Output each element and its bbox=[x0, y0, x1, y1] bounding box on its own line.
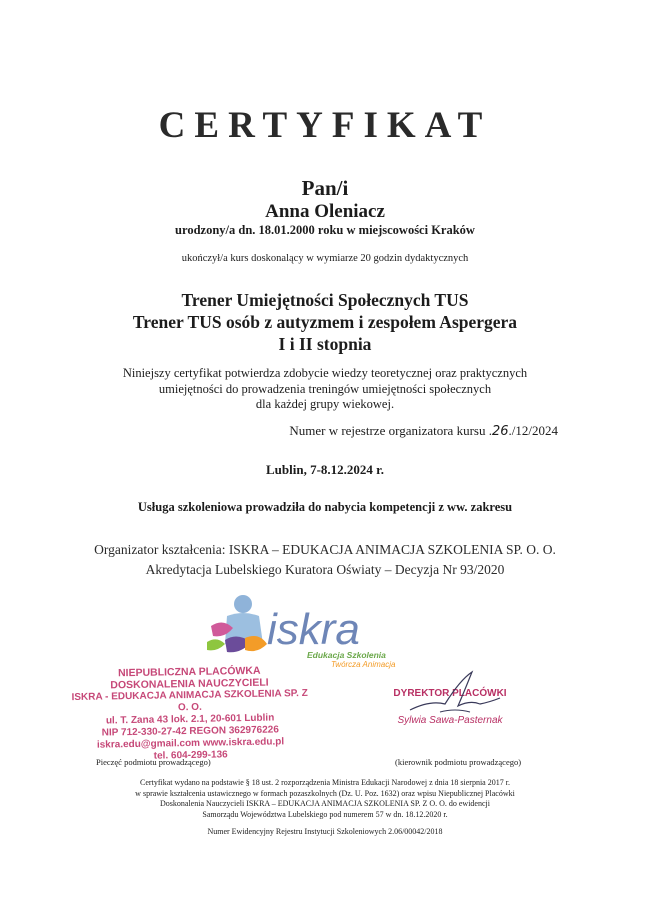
birth-line: urodzony/a dn. 18.01.2000 roku w miejscowości Kraków bbox=[175, 223, 475, 237]
description-line-3: dla każdej grupy wiekowej. bbox=[255, 397, 395, 411]
organizer-block bbox=[0, 540, 650, 580]
registry-number bbox=[289, 423, 558, 439]
service-statement: Usługa szkoleniowa prowadziła do nabycia kompetencji z ww. zakresu bbox=[137, 500, 513, 514]
handwritten-signature bbox=[400, 670, 510, 720]
stamp-line-6: iskra.edu@gmail.com www.iskra.edu.pl bbox=[96, 736, 285, 751]
director-signature-block bbox=[380, 688, 520, 726]
certificate-description bbox=[0, 366, 650, 413]
director-name: Sylwia Sawa-Pasternak bbox=[397, 715, 503, 726]
registry-handwritten-number: 26 bbox=[491, 424, 509, 439]
legal-line-4: Samorządu Województwa Lubelskiego pod numerem 57 w dn. 18.12.2020 r. bbox=[202, 809, 448, 819]
salutation: Pan/i bbox=[301, 176, 349, 200]
stamp-line-5: NIP 712-330-27-42 REGON 362976226 bbox=[101, 724, 279, 739]
accreditation-line: Akredytacja Lubelskiego Kuratora Oświaty – Decyzja Nr 93/2020 bbox=[145, 562, 505, 577]
logo-tagline-1: Edukacja Szkolenia bbox=[307, 650, 386, 660]
signature-stroke bbox=[410, 672, 500, 710]
signature-caption: (kierownik podmiotu prowadzącego) bbox=[395, 757, 522, 767]
stamp-line-1: NIEPUBLICZNA PLACÓWKA bbox=[117, 664, 261, 680]
course-title-line-2: Trener TUS osób z autyzmem i zespołem Aspergera bbox=[132, 312, 518, 332]
description-line-1: Niniejszy certyfikat potwierdza zdobycie wiedzy teoretycznej oraz praktycznych bbox=[122, 366, 528, 380]
completion-line: ukończył/a kurs doskonalący w wymiarze 20 godzin dydaktycznych bbox=[181, 253, 469, 264]
recipient-name: Anna Oleniacz bbox=[265, 201, 385, 222]
logo-wordmark: iskra bbox=[267, 605, 360, 654]
registry-label: Numer w rejestrze organizatora kursu . bbox=[289, 423, 492, 438]
certificate-title: CERTYFIKAT bbox=[158, 105, 492, 146]
legal-line-1: Certyfikat wydano na podstawie § 18 ust. 2 rozporządzenia Ministra Edukacji Narodowej z dnia 18 sierpnia 2017 r. bbox=[140, 778, 510, 787]
legal-line-3: Doskonalenia Nauczycieli ISKRA – EDUKACJA ANIMACJA SZKOLENIA SP. Z O. O. do ewidencji bbox=[160, 799, 490, 808]
training-register-number: Numer Ewidencyjny Rejestru Instytucji Szkoleniowych 2.06/00042/2018 bbox=[207, 827, 443, 836]
stamp-line-3: ISKRA - EDUKACJA ANIMACJA SZKOLENIA SP. Z O. O. bbox=[71, 687, 308, 714]
legal-basis bbox=[0, 778, 650, 820]
stamp-line-4: ul. T. Zana 43 lok. 2.1, 20-601 Lublin bbox=[105, 712, 275, 727]
description-line-2: umiejętności do prowadzenia treningów umiejętności społecznych bbox=[158, 381, 492, 396]
institution-stamp bbox=[69, 664, 311, 764]
stamp-line-7: tel. 604-299-136 bbox=[153, 749, 228, 762]
place-and-date: Lublin, 7-8.12.2024 r. bbox=[266, 462, 384, 477]
stamp-caption: Pieczęć podmiotu prowadzącego) bbox=[96, 757, 211, 767]
legal-line-2: w sprawie kształcenia ustawicznego w formach pozaszkolnych (Dz. U. Poz. 1632) oraz wpisu Niepublicznej Placówki bbox=[135, 788, 515, 798]
logo-head-shape bbox=[234, 595, 252, 613]
logo-orange-shape bbox=[245, 636, 267, 651]
course-title-line-1: Trener Umiejętności Społecznych TUS bbox=[181, 290, 469, 310]
organizer-line: Organizator kształcenia: ISKRA – EDUKACJA ANIMACJA SZKOLENIA SP. O. O. bbox=[94, 542, 556, 557]
stamp-line-2: DOSKONALENIA NAUCZYCIELI bbox=[110, 676, 269, 692]
registry-suffix: ./12/2024 bbox=[508, 423, 558, 438]
iskra-logo-graphic bbox=[205, 592, 465, 672]
course-title-line-3: I i II stopnia bbox=[278, 334, 372, 354]
iskra-logo bbox=[205, 592, 465, 672]
signature-underline bbox=[440, 710, 470, 712]
director-title: DYREKTOR PLACÓWKI bbox=[393, 688, 507, 699]
logo-tagline-2: Twórcza Animacja bbox=[331, 660, 396, 669]
logo-green-shape bbox=[207, 639, 225, 650]
